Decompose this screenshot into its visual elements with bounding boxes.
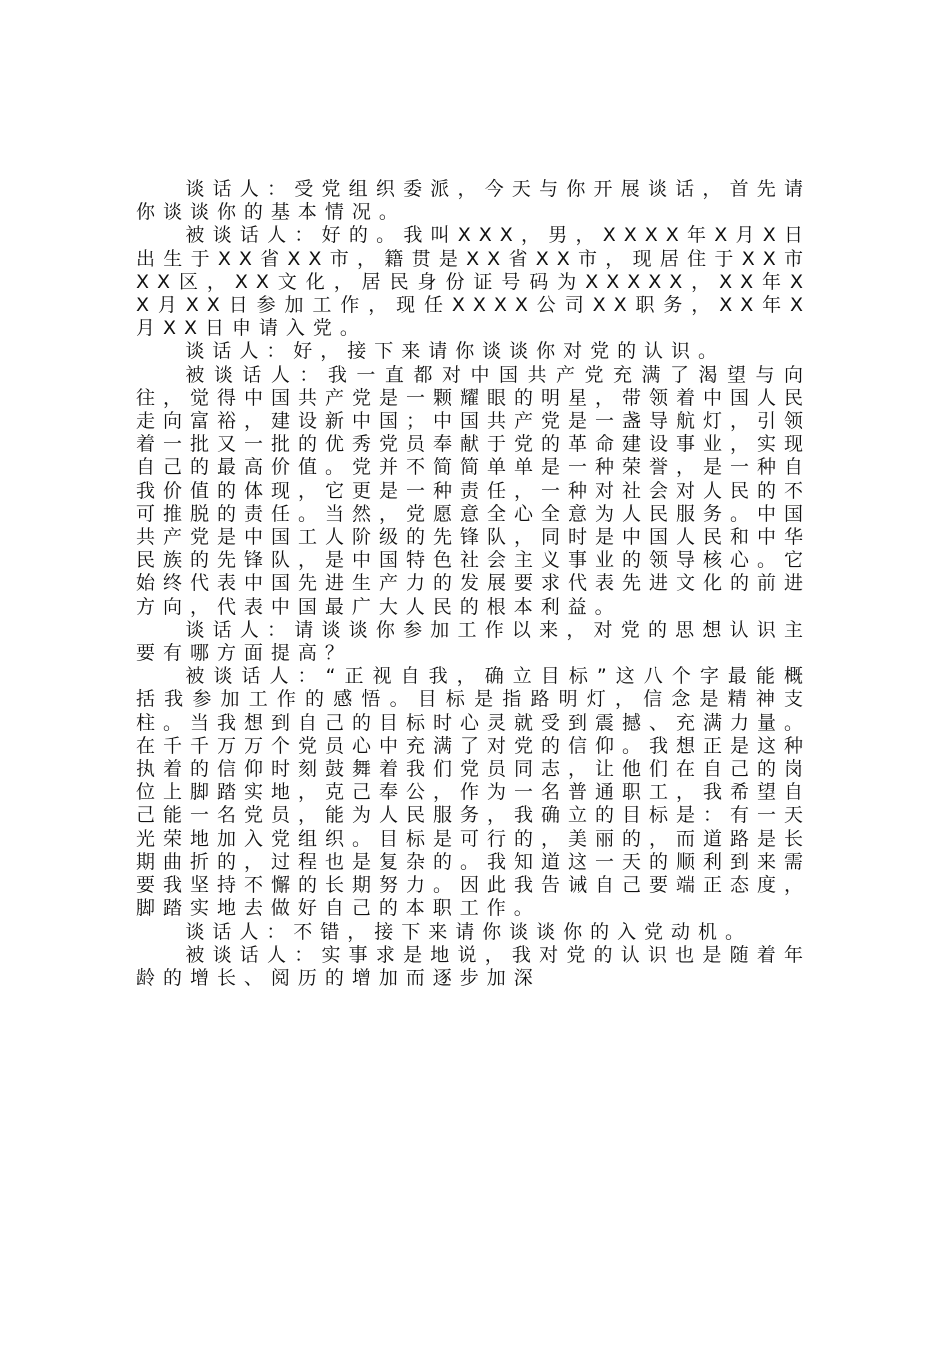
paragraph-interviewee-basic-info: 被谈话人：好的。我叫XXX，男，XXXX年X月X日出生于XX省XX市，籍贯是XX省XX市，现居住于XX市XX区，XX文化，居民身份证号码为XXXXX，XX年XX月XX日参加工作，现任XXXX公司XX职务，XX年X月XX日申请入党。 (136, 224, 811, 340)
paragraph-interviewer-ask-understanding: 谈话人：好，接下来请你谈谈你对党的认识。 (185, 340, 725, 363)
paragraph-interviewee-understanding: 被谈话人：我一直都对中国共产党充满了渴望与向往，觉得中国共产党是一颗耀眼的明星，带领着中国人民走向富裕，建设新中国；中国共产党是一盏导航灯，引领着一批又一批的优秀党员奉献于党的革命建设事业，实现自己的最高价值。党并不简简单单是一种荣誉，是一种自我价值的体现，它更是一种责任，一种对社会对人民的不可推脱的责任。当然，党愿意全心全意为人民服务。中国共产党是中国工人阶级的先锋队，同时是中国人民和中华民族的先锋队，是中国特色社会主义事业的领导核心。它始终代表中国先进生产力的发展要求代表先进文化的前进方向，代表中国最广大人民的根本利益。 (136, 363, 811, 618)
paragraph-interviewer-ask-improvement: 谈话人：请谈谈你参加工作以来，对党的思想认识主要有哪方面提高？ (136, 618, 811, 665)
paragraph-interviewee-motivation: 被谈话人：实事求是地说，我对党的认识也是随着年龄的增长、阅历的增加而逐步加深 (136, 943, 811, 989)
paragraph-interviewer-intro: 谈话人：受党组织委派，今天与你开展谈话，首先请你谈谈你的基本情况。 (136, 178, 811, 224)
document-page (136, 178, 811, 990)
paragraph-interviewee-improvement: 被谈话人：“正视自我，确立目标”这八个字最能概括我参加工作的感悟。目标是指路明灯，信念是精神支柱。当我想到自己的目标时心灵就受到震撼、充满力量。在千千万万个党员心中充满了对党的信仰。我想正是这种执着的信仰时刻鼓舞着我们党员同志，让他们在自己的岗位上脚踏实地，克己奉公，作为一名普通职工，我希望自己能一名党员，能为人民服务，我确立的目标是：有一天光荣地加入党组织。目标是可行的，美丽的，而道路是长期曲折的，过程也是复杂的。我知道这一天的顺利到来需要我坚持不懈的长期努力。因此我告诫自己要端正态度，脚踏实地去做好自己的本职工作。 (136, 665, 811, 920)
paragraph-interviewer-ask-motivation: 谈话人：不错，接下来请你谈谈你的入党动机。 (185, 920, 752, 943)
